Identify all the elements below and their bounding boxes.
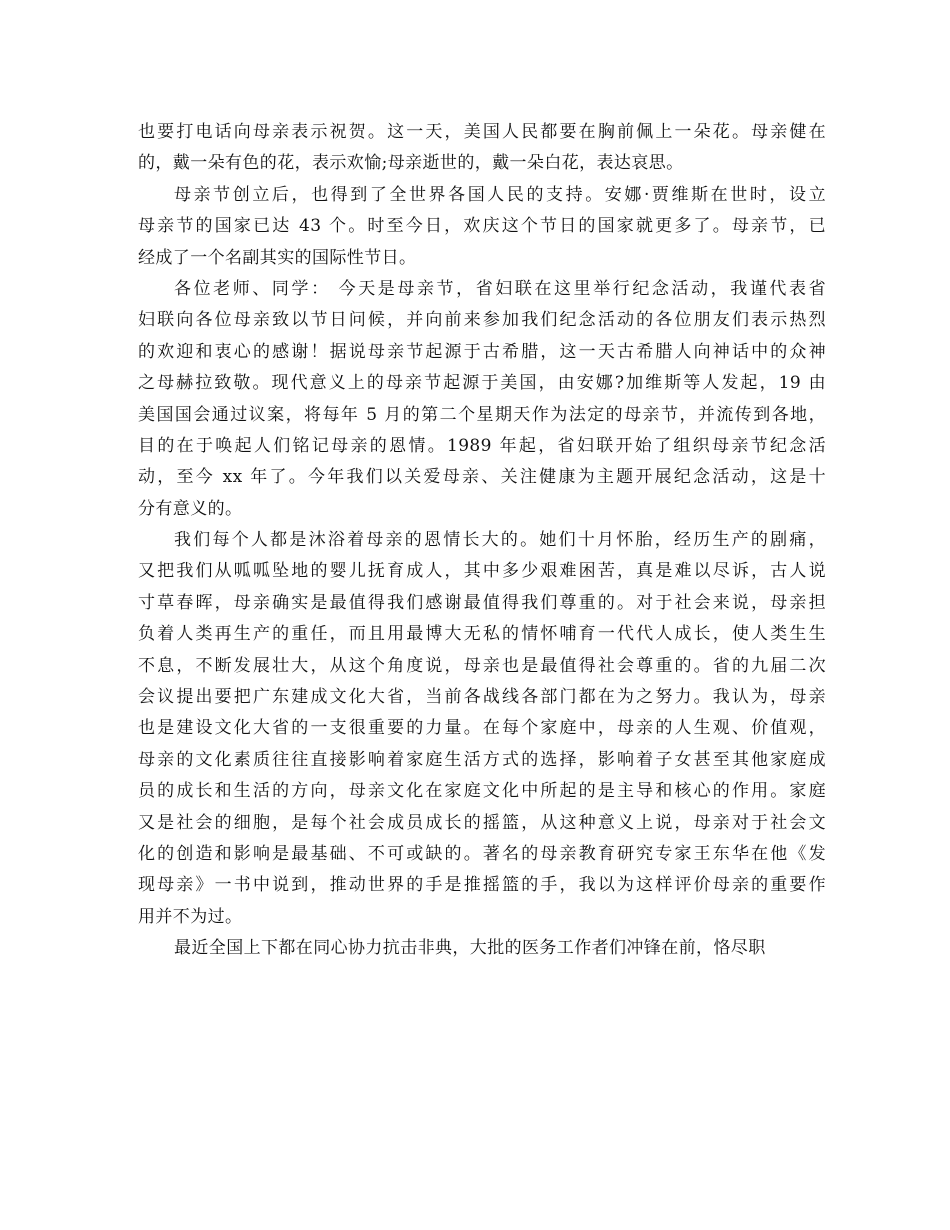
text-line: 妇联向各位母亲致以节日问候，并向前来参加我们纪念活动的各位朋友们表示热烈	[138, 310, 826, 331]
text-line: 又是社会的细胞，是每个社会成员成长的摇篮，从这种意义上说，母亲对于社会文	[138, 812, 826, 833]
text-line: 各位老师、同学： 今天是母亲节，省妇联在这里举行纪念活动，我谨代表省	[174, 278, 826, 299]
text-line: 的欢迎和衷心的感谢！据说母亲节起源于古希腊，这一天古希腊人向神话中的众神	[138, 341, 826, 362]
paragraph	[138, 525, 826, 933]
text-line: 母亲节创立后，也得到了全世界各国人民的支持。安娜·贾维斯在世时，设立	[174, 184, 826, 205]
text-line: 也是建设文化大省的一支很重要的力量。在每个家庭中，母亲的人生观、价值观，	[138, 718, 826, 739]
text-line: 会议提出要把广东建成文化大省，当前各战线各部门都在为之努力。我认为，母亲	[138, 687, 826, 708]
text-line: 最近全国上下都在同心协力抗击非典，大批的医务工作者们冲锋在前，恪尽职	[174, 938, 766, 959]
text-line: 我们每个人都是沐浴着母亲的恩情长大的。她们十月怀胎，经历生产的剧痛，	[174, 530, 826, 551]
text-line: 目的在于唤起人们铭记母亲的恩情。1989 年起，省妇联开始了组织母亲节纪念活	[138, 435, 826, 456]
text-line: 寸草春晖，母亲确实是最值得我们感谢最值得我们尊重的。对于社会来说，母亲担	[138, 592, 826, 613]
text-line: 现母亲》一书中说到，推动世界的手是推摇篮的手，我以为这样评价母亲的重要作	[138, 875, 826, 896]
text-line: 用并不为过。	[138, 906, 243, 927]
text-line: 美国国会通过议案，将每年 5 月的第二个星期天作为法定的母亲节，并流传到各地，	[138, 404, 826, 425]
paragraph	[138, 180, 826, 274]
paragraph	[138, 933, 826, 964]
text-line: 不息，不断发展壮大，从这个角度说，母亲也是最值得社会尊重的。省的九届二次	[138, 655, 826, 676]
text-line: 又把我们从呱呱坠地的婴儿抚育成人，其中多少艰难困苦，真是难以尽诉，古人说	[138, 561, 826, 582]
paragraph	[138, 274, 826, 525]
text-line: 母亲的文化素质往往直接影响着家庭生活方式的选择，影响着子女甚至其他家庭成	[138, 749, 826, 770]
text-line: 的，戴一朵有色的花，表示欢愉;母亲逝世的，戴一朵白花，表达哀思。	[138, 153, 684, 174]
text-line: 之母赫拉致敬。现代意义上的母亲节起源于美国，由安娜?加维斯等人发起，19 由	[138, 373, 826, 394]
text-line: 也要打电话向母亲表示祝贺。这一天，美国人民都要在胸前佩上一朵花。母亲健在	[138, 122, 826, 142]
text-line: 动，至今 xx 年了。今年我们以关爱母亲、关注健康为主题开展纪念活动，这是十	[138, 467, 826, 488]
text-line: 员的成长和生活的方向，母亲文化在家庭文化中所起的是主导和核心的作用。家庭	[138, 781, 826, 802]
document-body	[138, 117, 826, 965]
text-line: 负着人类再生产的重任，而且用最博大无私的情怀哺育一代代人成长，使人类生生	[138, 624, 826, 645]
text-line: 经成了一个名副其实的国际性节日。	[138, 247, 417, 268]
text-line: 化的创造和影响是最基础、不可或缺的。著名的母亲教育研究专家王东华在他《发	[138, 843, 826, 864]
text-line: 分有意义的。	[138, 498, 243, 519]
text-line: 母亲节的国家已达 43 个。时至今日，欢庆这个节日的国家就更多了。母亲节，已	[138, 216, 826, 237]
paragraph	[138, 117, 826, 180]
